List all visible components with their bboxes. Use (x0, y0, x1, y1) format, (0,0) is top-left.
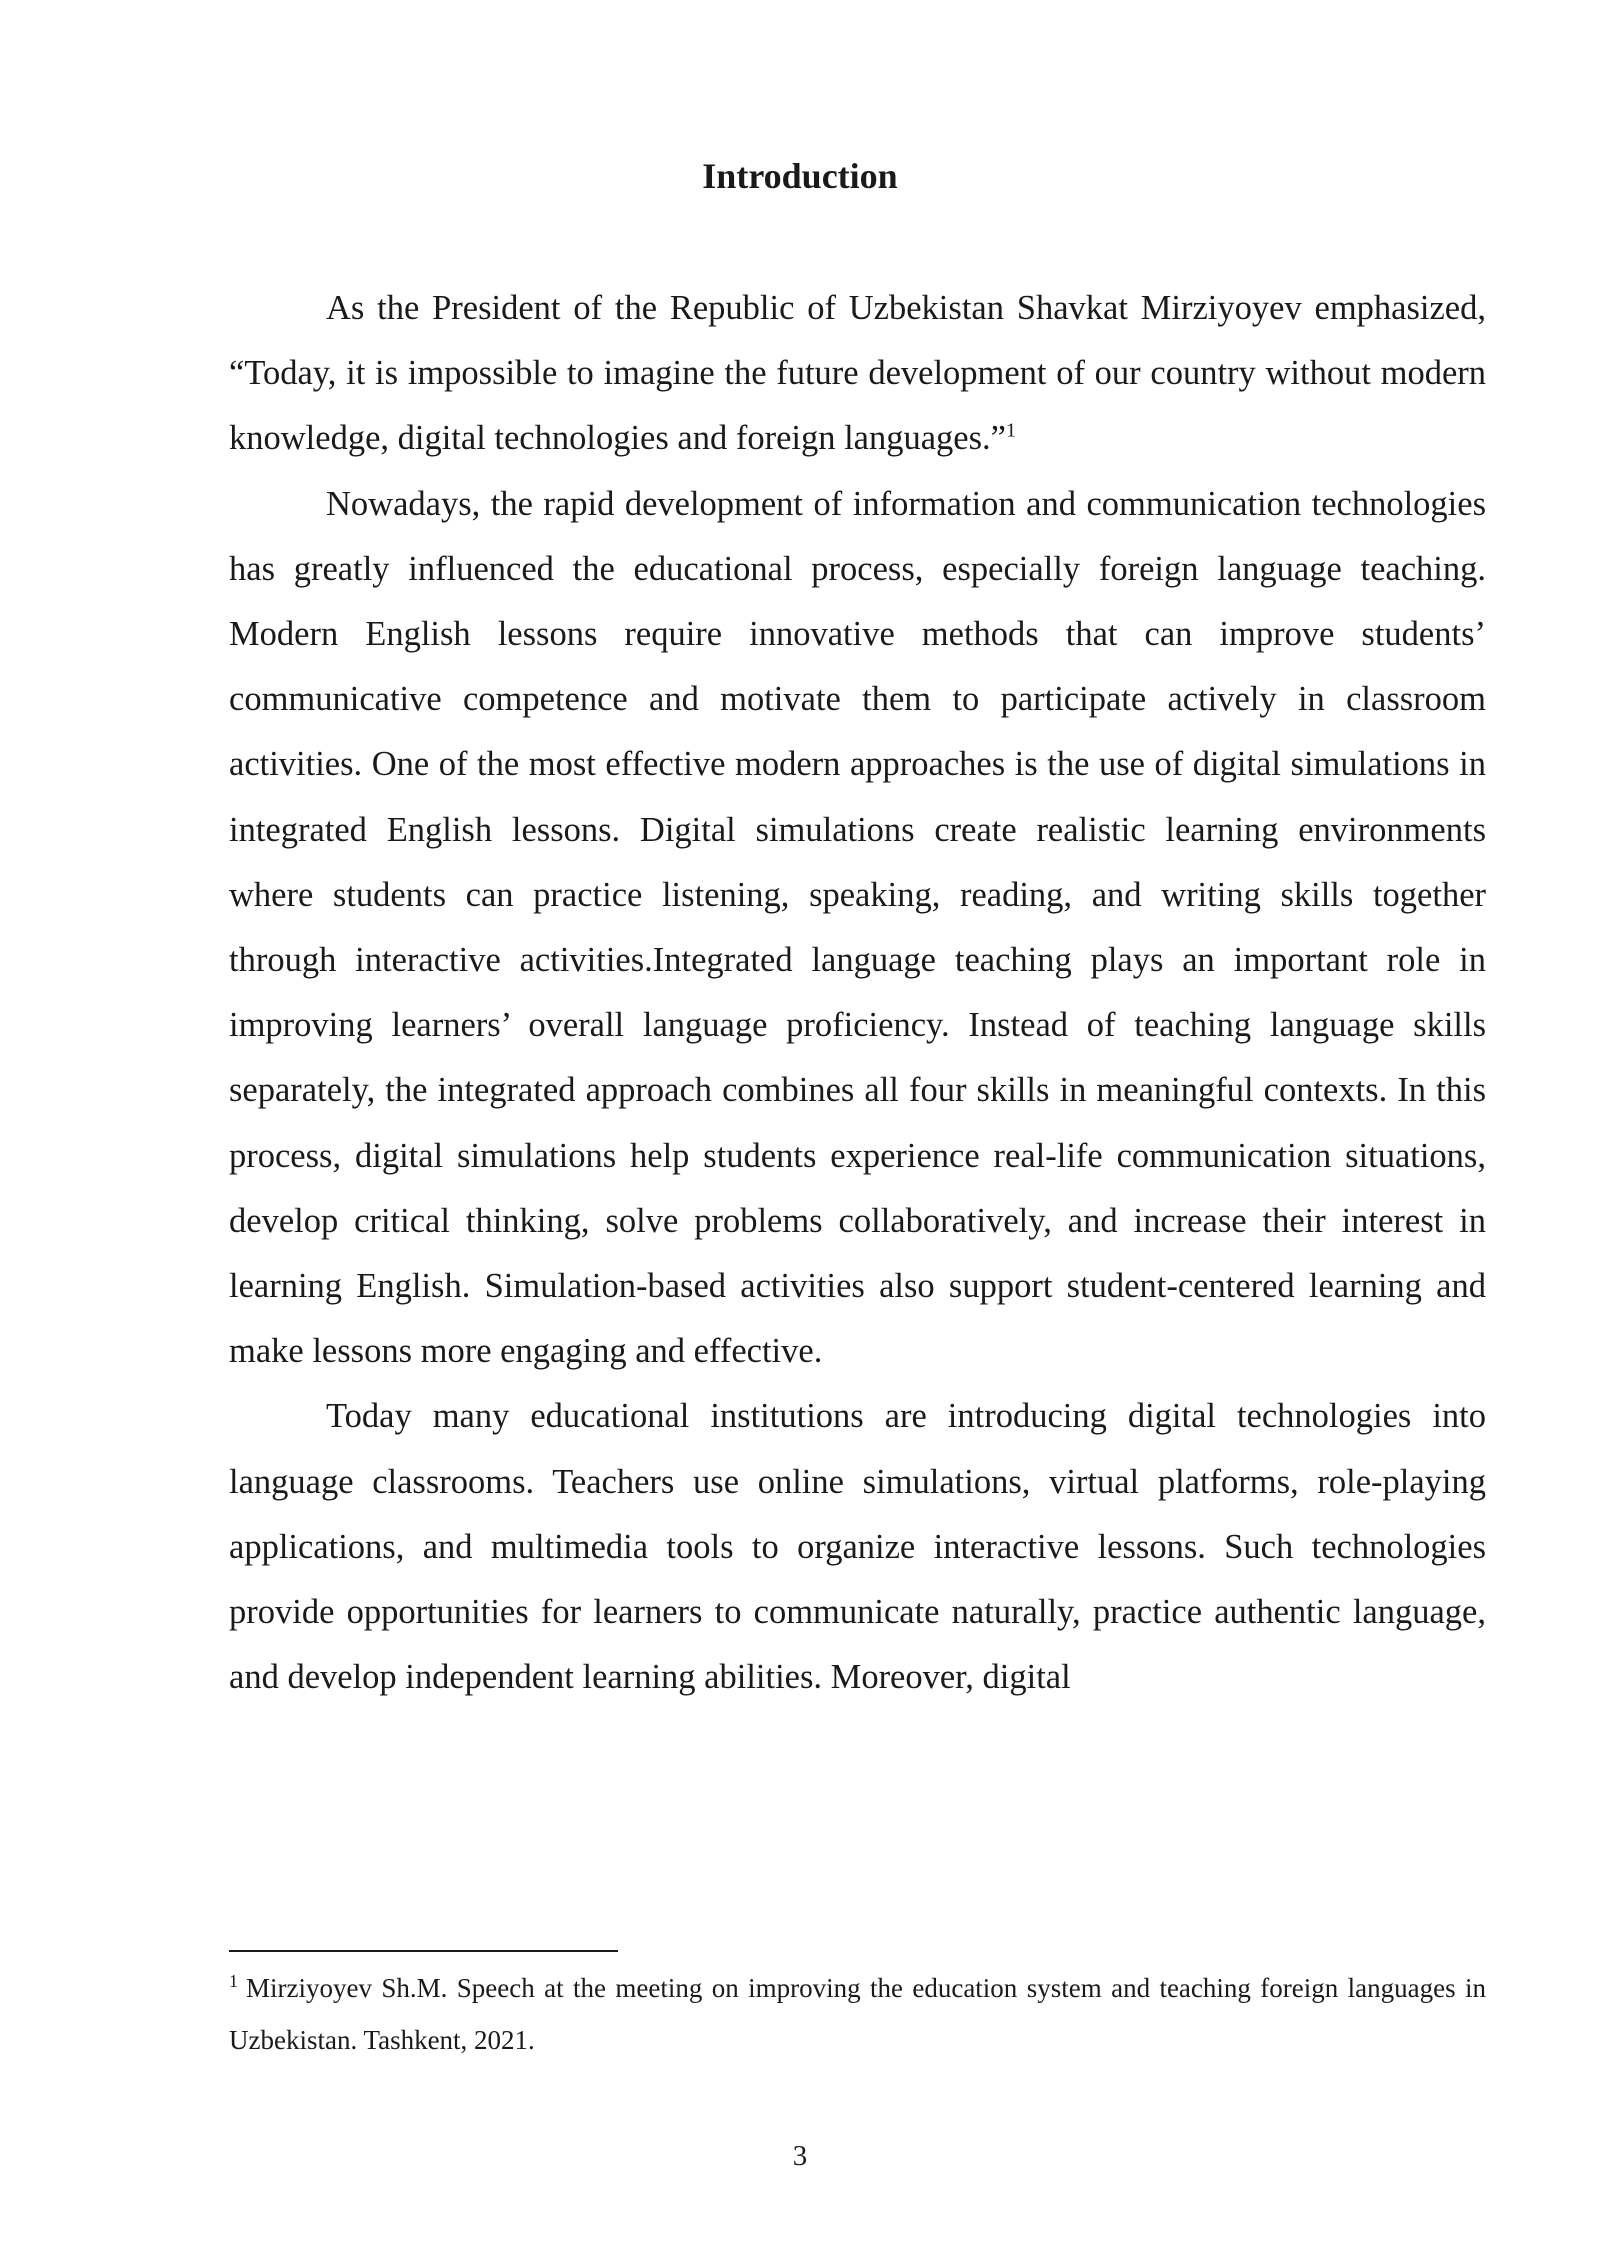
footnote (229, 1962, 1486, 2066)
footnote-separator (229, 1950, 618, 1952)
footnote-reference: 1 (1005, 419, 1016, 442)
paragraph-1 (229, 276, 1486, 472)
paragraph-3: Today many educational institutions are introducing digital technologies into language classrooms. Teachers use online simulations, virtual platforms, role-playing applications, and multimedia tools to organize interactive lessons. Such technologies provide opportunities for learners to communicate naturally, practice authentic language, and develop independent learning abilities. Moreover, digital (229, 1397, 1486, 1697)
body-text (229, 276, 1486, 1710)
page-title: Introduction (702, 156, 898, 196)
page-number: 3 (792, 2140, 808, 2172)
footnote-text: Mirziyoyev Sh.M. Speech at the meeting on improving the education system and teaching foreign languages in Uzbekistan. Tashkent, 2021. (229, 1973, 1486, 2055)
footnote-mark: 1 (229, 1971, 238, 1991)
paragraph-1-text: As the President of the Republic of Uzbekistan Shavkat Mirziyoyev emphasized, “Today, it is impossible to imagine the future development of our country without modern knowledge, digital technologies and foreign languages.” (229, 289, 1486, 458)
paragraph-2: Nowadays, the rapid development of information and communication technologies has greatly influenced the educational process, especially foreign language teaching. Modern English lessons require innovative methods that can improve students’ communicative competence and motivate them to participate actively in classroom activities. One of the most effective modern approaches is the use of digital simulations in integrated English lessons. Digital simulations create realistic learning environments where students can practice listening, speaking, reading, and writing skills together through interactive activities.Integrated language teaching plays an important role in improving learners’ overall language proficiency. Instead of teaching language skills separately, the integrated approach combines all four skills in meaningful contexts. In this process, digital simulations help students experience real-life communication situations, develop critical thinking, solve problems collaboratively, and increase their interest in learning English. Simulation-based activities also support student-centered learning and make lessons more engaging and effective. (229, 484, 1486, 1371)
